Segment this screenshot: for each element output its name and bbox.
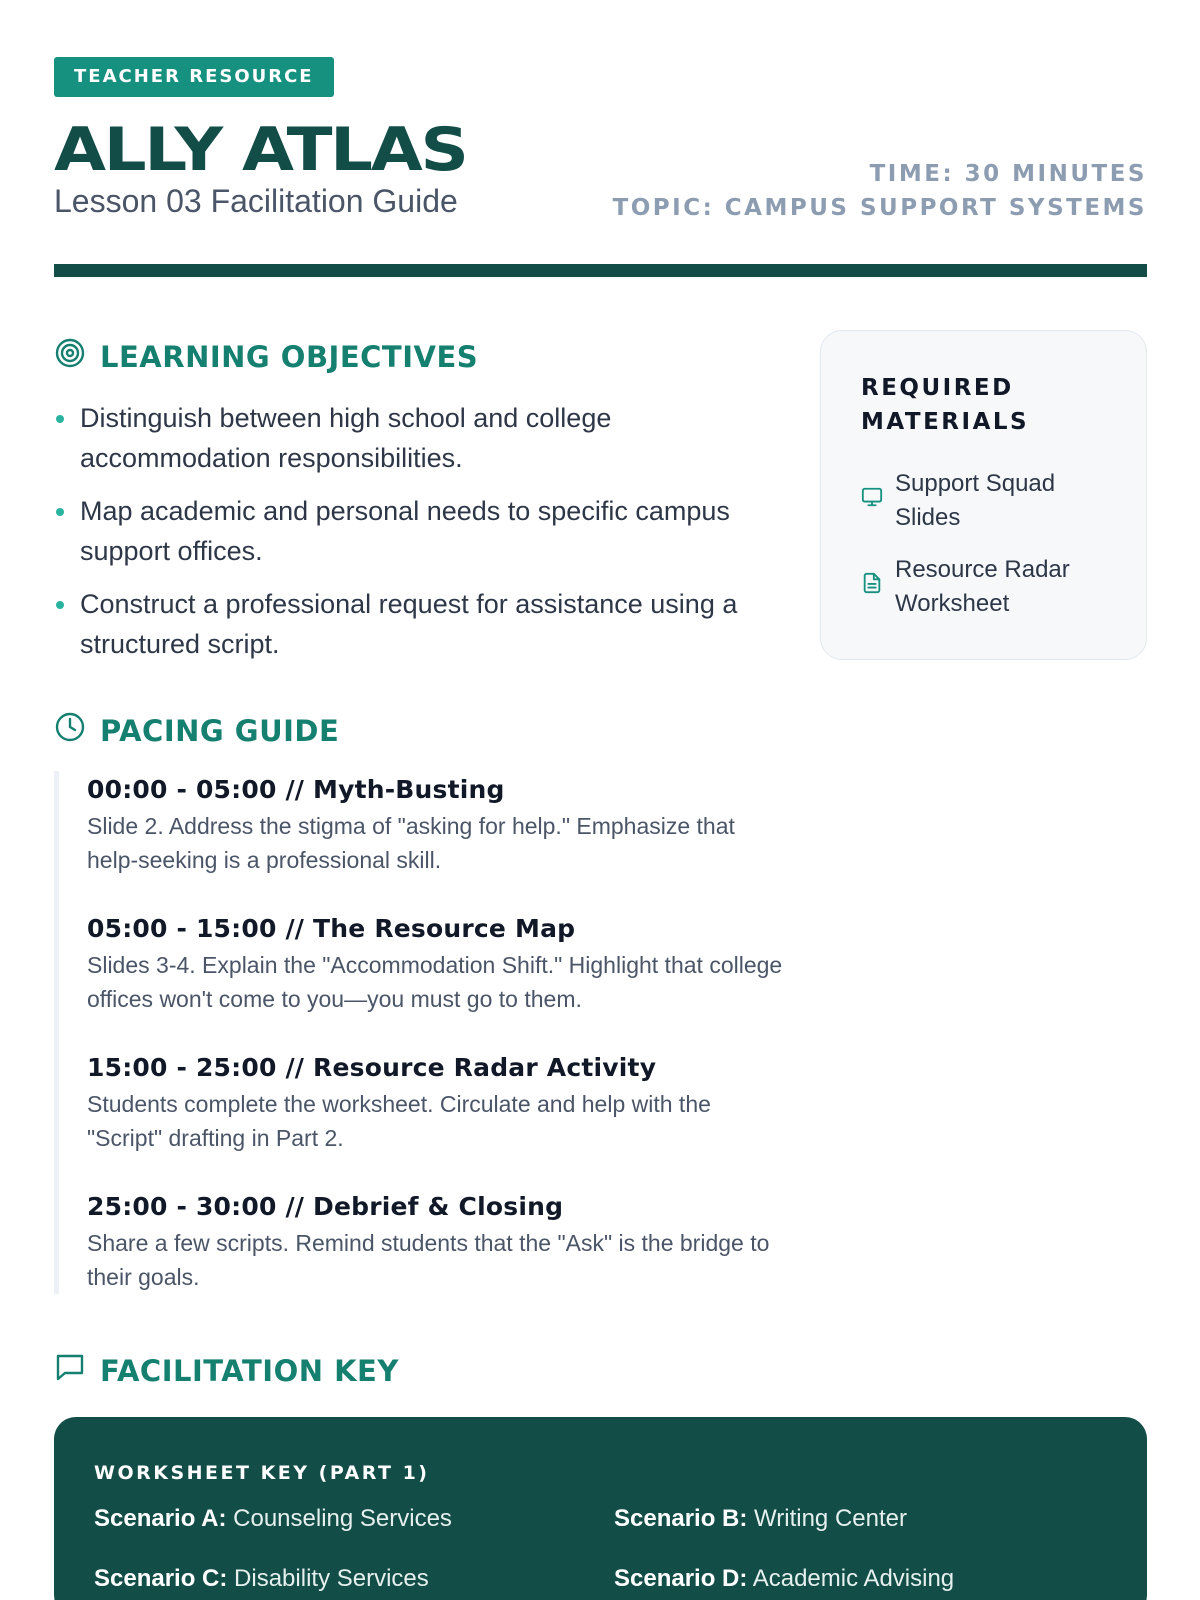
target-icon xyxy=(54,337,86,376)
worksheet-key-title: WORKSHEET KEY (PART 1) xyxy=(94,1462,430,1484)
scenario-a: Scenario A: Counseling Services xyxy=(94,1505,452,1532)
list-item xyxy=(87,1049,784,1155)
pace-title: 05:00 - 15:00 // The Resource Map xyxy=(87,914,576,943)
worksheet-key-panel xyxy=(54,1417,1147,1600)
list-item: Distinguish between high school and college accommodation responsibilities. xyxy=(54,398,774,478)
pace-description: Slides 3-4. Explain the "Accommodation Shift." Highlight that college offices won't come to you—you must go to them. xyxy=(87,952,783,1012)
material-item-worksheet xyxy=(861,553,1106,621)
pacing-timeline xyxy=(54,771,784,1294)
learning-objectives-heading xyxy=(54,337,478,376)
scenario-b: Scenario B: Writing Center xyxy=(614,1505,907,1532)
lesson-meta xyxy=(613,157,1147,225)
facilitation-key-title: FACILITATION KEY xyxy=(100,1353,399,1388)
chat-icon xyxy=(54,1351,86,1390)
pace-title: 00:00 - 05:00 // Myth-Busting xyxy=(87,775,505,804)
document-header xyxy=(54,57,1147,277)
pace-title: 25:00 - 30:00 // Debrief & Closing xyxy=(87,1192,564,1221)
objectives-list xyxy=(54,398,774,677)
scenario-d: Scenario D: Academic Advising xyxy=(614,1565,955,1592)
facilitation-key-heading xyxy=(54,1351,399,1390)
time-label: TIME: 30 MINUTES xyxy=(869,161,1147,187)
material-item-slides xyxy=(861,467,1106,535)
material-label: Resource Radar Worksheet xyxy=(895,556,1070,617)
list-item xyxy=(87,771,784,877)
material-label: Support Squad Slides xyxy=(895,470,1056,531)
pacing-guide-heading xyxy=(54,711,339,750)
list-item: Construct a professional request for assistance using a structured script. xyxy=(54,584,774,664)
topic-label: TOPIC: CAMPUS SUPPORT SYSTEMS xyxy=(612,195,1147,221)
teacher-resource-badge: TEACHER RESOURCE xyxy=(54,57,334,97)
pace-description: Share a few scripts. Remind students that the "Ask" is the bridge to their goals. xyxy=(87,1230,770,1290)
pacing-guide-title: PACING GUIDE xyxy=(100,713,340,748)
required-materials-card xyxy=(820,330,1147,660)
pace-title: 15:00 - 25:00 // Resource Radar Activity xyxy=(87,1053,657,1082)
scenario-c: Scenario C: Disability Services xyxy=(94,1565,429,1592)
pace-description: Students complete the worksheet. Circulate and help with the "Script" drafting in Part 2. xyxy=(87,1091,711,1151)
scenario-grid xyxy=(94,1501,1107,1597)
learning-objectives-title: LEARNING OBJECTIVES xyxy=(100,339,479,374)
pace-description: Slide 2. Address the stigma of "asking for help." Emphasize that help-seeking is a professional skill. xyxy=(87,813,735,873)
header-divider xyxy=(54,264,1147,277)
list-item: Map academic and personal needs to specific campus support offices. xyxy=(54,491,774,571)
required-materials-title: REQUIRED MATERIALS xyxy=(861,375,1030,435)
clock-icon xyxy=(54,711,86,750)
presentation-icon xyxy=(861,484,883,518)
list-item xyxy=(87,910,784,1016)
document-icon xyxy=(861,570,883,604)
lesson-subtitle: Lesson 03 Facilitation Guide xyxy=(54,183,458,219)
brand-title: ALLY ATLAS xyxy=(54,115,467,185)
list-item xyxy=(87,1188,784,1294)
